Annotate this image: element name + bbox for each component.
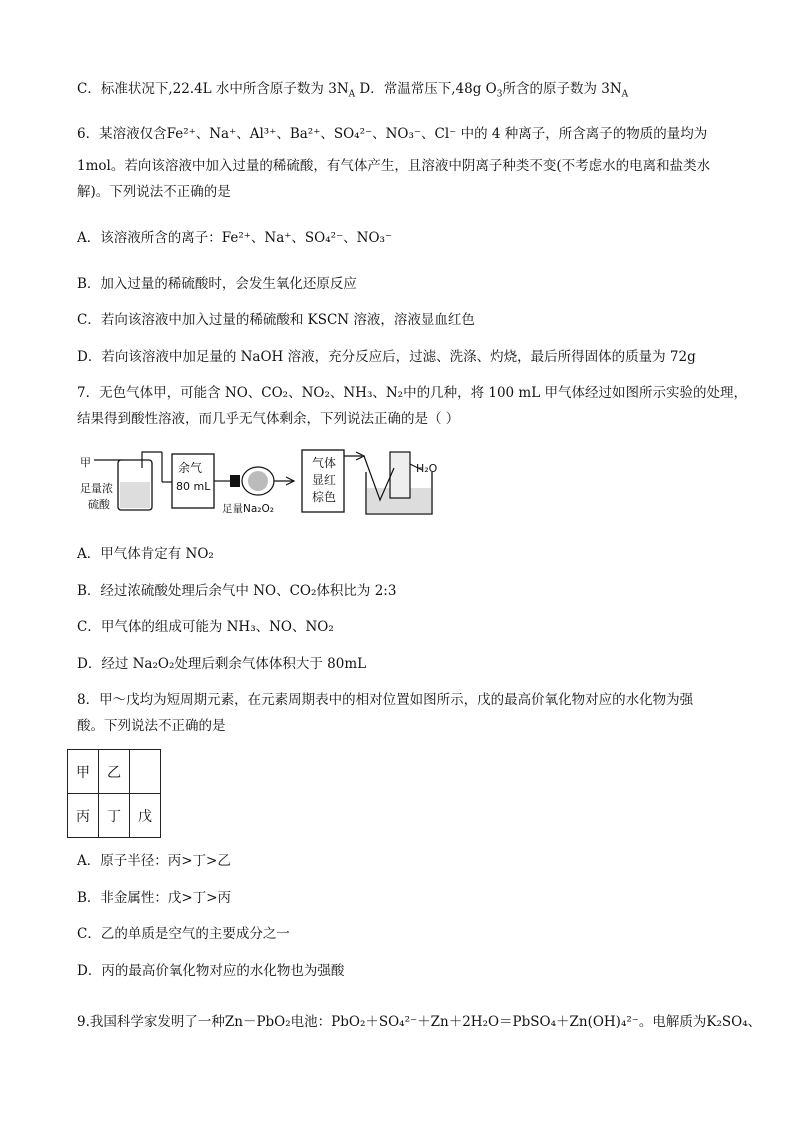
cell-jia: 甲: [68, 750, 99, 794]
q6-option-a: A．该溶液所含的离子：Fe²⁺、Na⁺、SO₄²⁻、NO₃⁻: [77, 230, 393, 246]
q8-option-a: A．原子半径：丙>丁>乙: [77, 853, 231, 869]
acid-label-2: 硫酸: [88, 498, 110, 511]
q5-option-c: C．标准状况下,22.4L 水中所含原子数为 3N: [77, 81, 349, 97]
q6-stem-3: 解)。下列说法不正确的是: [77, 184, 231, 200]
q5-options-line: C．标准状况下,22.4L 水中所含原子数为 $3N_A$ D．常温常压下,48g $O_3$所含的原子数为 $3N_A$: [77, 81, 629, 100]
q7-option-c: C．甲气体的组成可能为 NH₃、NO、NO₂: [77, 619, 334, 635]
cell-ding: 丁: [99, 794, 130, 838]
q6-option-d: D．若向该溶液中加足量的 NaOH 溶液，充分反应后，过滤、洗涤、灼烧，最后所得固体的质量为 72g: [77, 349, 696, 365]
q7-option-d: D．经过 Na₂O₂处理后剩余气体体积大于 80mL: [77, 656, 367, 672]
svg-text:显红: 显红: [312, 473, 337, 487]
q8-option-d: D．丙的最高价氧化物对应的水化物也为强酸: [77, 963, 345, 979]
q7-stem-2: 结果得到酸性溶液，而几乎无气体剩余，下列说法正确的是（ ）: [77, 411, 460, 427]
periodic-table-fragment: [67, 749, 161, 838]
acid-label-1: 足量浓: [80, 482, 113, 495]
gas-jia-label: 甲: [80, 456, 91, 469]
q8-option-b: B．非金属性：戊>丁>丙: [77, 890, 232, 906]
q6-option-b: B．加入过量的稀硫酸时，会发生氧化还原反应: [77, 276, 357, 292]
svg-text:H₂O: H₂O: [416, 462, 438, 475]
cell-empty: [130, 750, 161, 794]
svg-text:余气: 余气: [178, 461, 203, 475]
svg-text:棕色: 棕色: [312, 490, 337, 504]
q5-option-d: D．常温常压下,48g O: [355, 81, 497, 97]
q7-option-a: A．甲气体肯定有 NO₂: [77, 546, 214, 562]
q6-stem-1: 6．某溶液仅含Fe²⁺、Na⁺、Al³⁺、Ba²⁺、SO₄²⁻、NO₃⁻、Cl⁻ 中的 4 种离子，所含离子的物质的量均为: [77, 126, 708, 142]
q8-stem-2: 酸。下列说法不正确的是: [77, 718, 226, 734]
cell-bing: 丙: [68, 794, 99, 838]
cell-yi: 乙: [99, 750, 130, 794]
cell-wu: 戊: [130, 794, 161, 838]
q6-stem-2: 1mol。若向该溶液中加入过量的稀硫酸，有气体产生，且溶液中阴离子种类不变(不考虑水的电离和盐类水: [77, 158, 711, 174]
q7-option-b: B．经过浓硫酸处理后余气中 NO、CO₂体积比为 2:3: [77, 583, 397, 599]
svg-text:80 mL: 80 mL: [176, 480, 211, 493]
q7-stem-1: 7．无色气体甲，可能含 NO、CO₂、NO₂、NH₃、N₂中的几种，将 100 mL 甲气体经过如图所示实验的处理，: [77, 385, 747, 401]
stopper: [230, 475, 240, 487]
gas-cylinder: [390, 452, 410, 498]
svg-text:气体: 气体: [312, 456, 337, 470]
svg-text:足量Na₂O₂: 足量Na₂O₂: [222, 503, 274, 515]
q7-apparatus-diagram: [80, 448, 450, 520]
q6-option-c: C．若向该溶液中加入过量的稀硫酸和 KSCN 溶液，溶液显血红色: [77, 312, 475, 328]
q8-option-c: C．乙的单质是空气的主要成分之一: [77, 926, 290, 942]
q8-stem-1: 8．甲～戊均为短周期元素，在元素周期表中的相对位置如图所示，戊的最高价氧化物对应的水化物为强: [77, 692, 694, 708]
q9-stem: 9.我国科学家发明了一种Zn－PbO₂电池：PbO₂＋SO₄²⁻＋Zn＋2H₂O＝PbSO₄＋Zn(OH)₄²⁻。电解质为K₂SO₄、: [77, 1014, 762, 1030]
